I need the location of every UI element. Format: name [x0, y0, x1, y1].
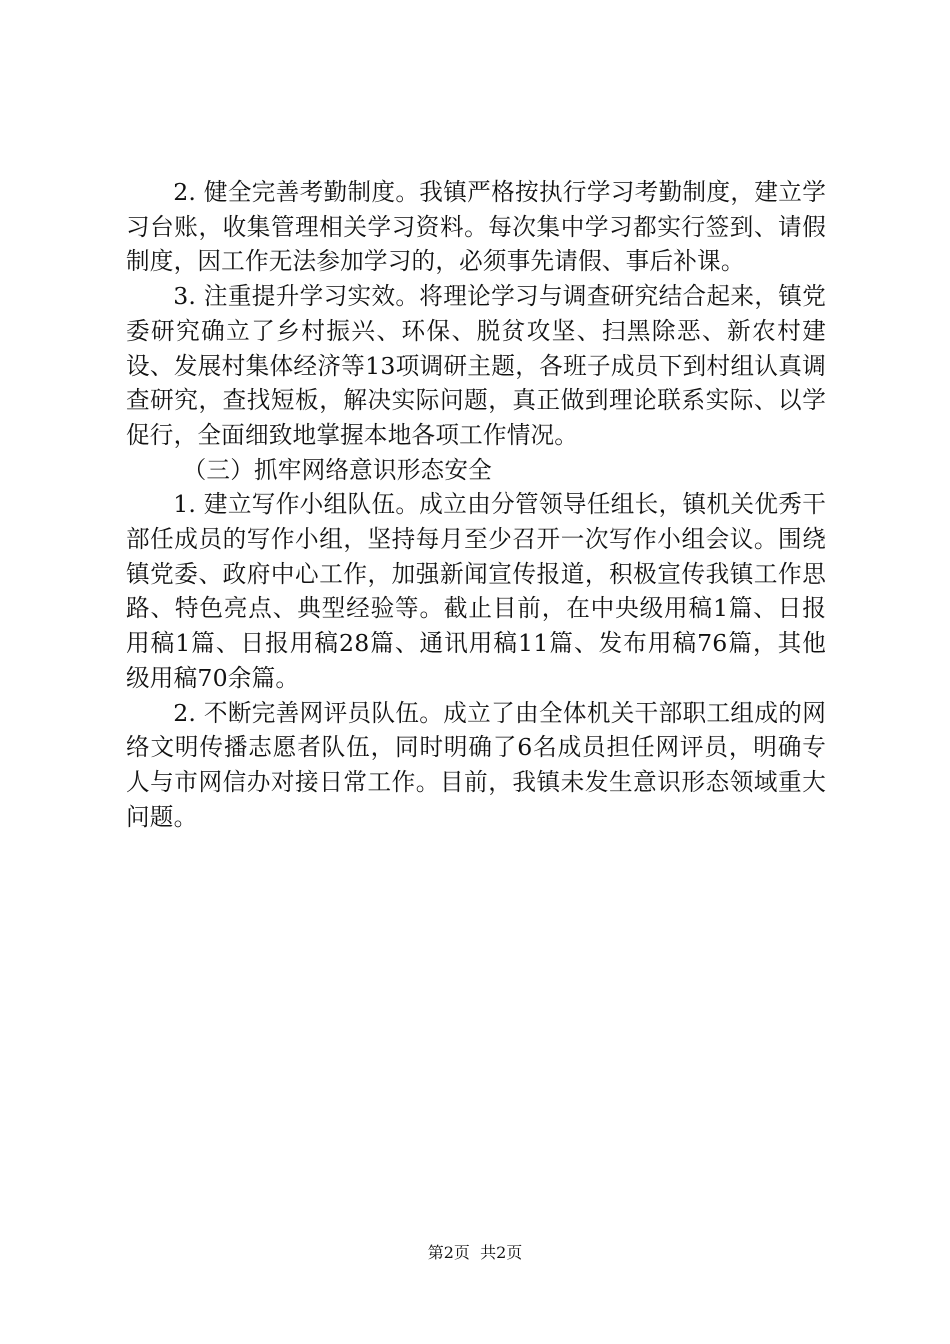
page-number-label: 第2页 共2页: [427, 1243, 523, 1262]
section-heading-network-security: （三）抓牢网络意识形态安全: [182, 455, 492, 484]
page-footer: [0, 1242, 950, 1264]
paragraph-learning-effectiveness: 3. 注重提升学习实效。将理论学习与调查研究结合起来，镇党委研究确立了乡村振兴、环保、脱贫攻坚、扫黑除恶、新农村建设、发展村集体经济等13项调研主题，各班子成员下到村组认真调查研究，查找短板，解决实际问题，真正做到理论联系实际、以学促行，全面细致地掌握本地各项工作情况。: [126, 282, 826, 449]
document-body: [126, 175, 826, 834]
paragraph-attendance-system: 2. 健全完善考勤制度。我镇严格按执行学习考勤制度，建立学习台账，收集管理相关学习资料。每次集中学习都实行签到、请假制度，因工作无法参加学习的，必须事先请假、事后补课。: [126, 178, 826, 276]
paragraph-writing-team: 1. 建立写作小组队伍。成立由分管领导任组长，镇机关优秀干部任成员的写作小组，坚持每月至少召开一次写作小组会议。围绕镇党委、政府中心工作，加强新闻宣传报道，积极宣传我镇工作思路、特色亮点、典型经验等。截止目前，在中央级用稿1篇、日报用稿1篇、日报用稿28篇、通讯用稿11篇、发布用稿76篇，其他级用稿70余篇。: [126, 490, 826, 692]
paragraph-online-commentators: 2. 不断完善网评员队伍。成立了由全体机关干部职工组成的网络文明传播志愿者队伍，同时明确了6名成员担任网评员，明确专人与市网信办对接日常工作。目前，我镇未发生意识形态领域重大问题。: [126, 698, 826, 831]
